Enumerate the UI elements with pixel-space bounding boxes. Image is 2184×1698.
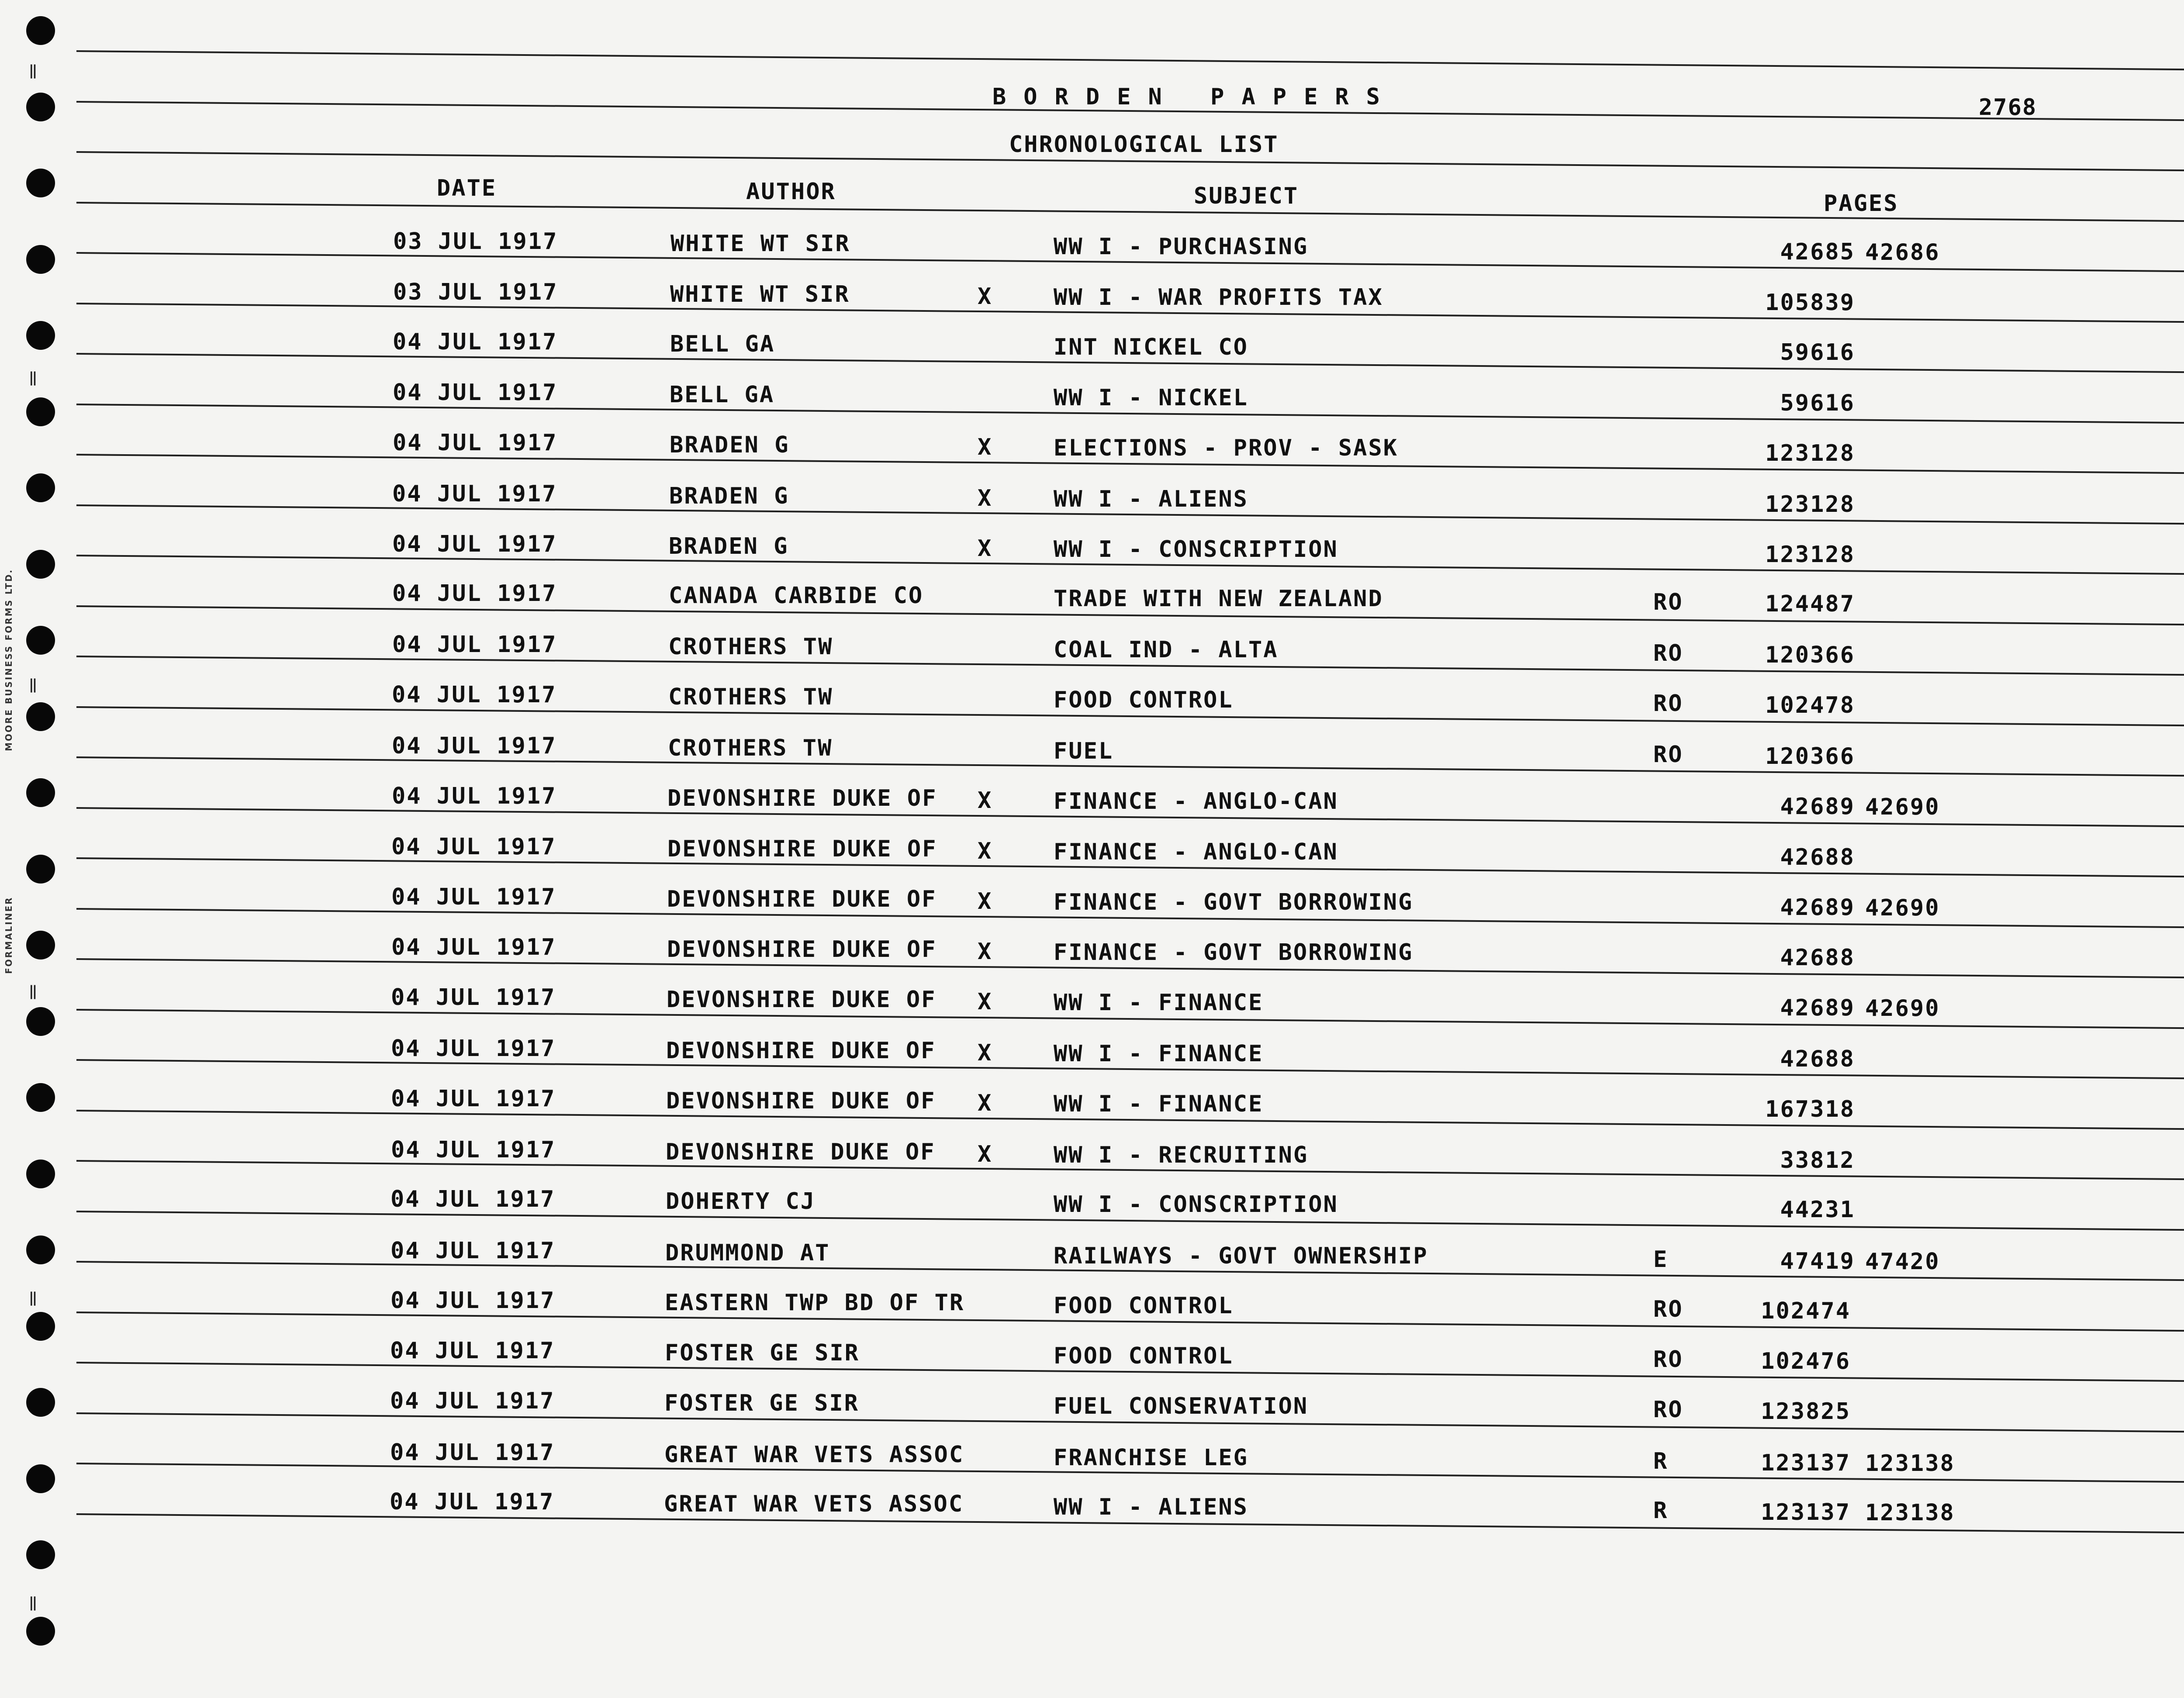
tractor-hole-icon [26, 1617, 55, 1646]
row-page-start: 123825 [1761, 1398, 1851, 1425]
row-page-end: 42690 [1865, 995, 1940, 1022]
row-page-end: 42686 [1865, 239, 1940, 266]
row-page-start: 42688 [1780, 844, 1855, 870]
row-page-start: 120366 [1765, 743, 1855, 770]
row-page-start: 42689 [1780, 794, 1855, 820]
row-subject: FOOD CONTROL [1054, 687, 1234, 713]
row-author: CROTHERS TW [668, 634, 833, 660]
row-x-flag: X [978, 1090, 993, 1116]
tractor-hole-icon [26, 1540, 55, 1569]
tractor-hole-icon [26, 1160, 55, 1188]
perforation-tick-icon: ‖ [29, 1289, 36, 1306]
tractor-hole-icon [26, 169, 55, 197]
row-subject: WW I - FINANCE [1054, 1041, 1264, 1067]
row-x-flag: X [978, 283, 993, 310]
column-header-author: AUTHOR [746, 179, 836, 205]
row-page-start: 47419 [1780, 1248, 1855, 1274]
row-page-start: 124487 [1765, 591, 1855, 617]
row-date: 04 JUL 1917 [391, 934, 556, 960]
row-page-start: 102478 [1765, 692, 1855, 718]
row-subject: WW I - CONSCRIPTION [1054, 1191, 1338, 1218]
row-date: 04 JUL 1917 [391, 1035, 556, 1062]
row-date: 04 JUL 1917 [390, 1186, 556, 1212]
row-subject: RAILWAYS - GOVT OWNERSHIP [1054, 1243, 1428, 1269]
row-date: 04 JUL 1917 [392, 531, 557, 557]
row-code: RO [1653, 742, 1683, 768]
row-code: RO [1653, 1346, 1683, 1373]
row-subject: WW I - WAR PROFITS TAX [1054, 284, 1383, 311]
row-x-flag: X [978, 1040, 993, 1066]
perforation-tick-icon: ‖ [29, 676, 36, 693]
row-page-start: 102476 [1761, 1348, 1851, 1374]
row-code: RO [1653, 690, 1683, 717]
row-page-start: 42689 [1780, 995, 1855, 1021]
row-subject: FINANCE - GOVT BORROWING [1054, 939, 1413, 966]
row-author: DEVONSHIRE DUKE OF [667, 785, 937, 811]
document-subtitle: CHRONOLOGICAL LIST [1009, 131, 1279, 158]
row-date: 04 JUL 1917 [392, 481, 557, 507]
tractor-hole-icon [26, 702, 55, 731]
tractor-hole-icon [26, 1236, 55, 1264]
row-code: RO [1653, 1296, 1683, 1322]
row-author: WHITE WT SIR [670, 231, 850, 257]
row-date: 03 JUL 1917 [393, 228, 558, 255]
row-author: FOSTER GE SIR [665, 1340, 860, 1366]
row-author: DRUMMOND AT [665, 1240, 830, 1266]
row-page-start: 123128 [1765, 491, 1855, 518]
row-page-end: 47420 [1865, 1249, 1940, 1275]
row-x-flag: X [978, 888, 993, 915]
horizontal-rule [76, 756, 2184, 777]
row-page-end: 123138 [1865, 1450, 1955, 1477]
row-author: DEVONSHIRE DUKE OF [666, 1088, 936, 1114]
row-page-start: 167318 [1765, 1096, 1855, 1122]
tractor-hole-icon [26, 931, 55, 959]
row-code: RO [1653, 589, 1683, 615]
tractor-hole-icon [26, 473, 55, 502]
document-title: BORDEN PAPERS [992, 84, 1397, 110]
row-author: BELL GA [670, 382, 775, 408]
row-date: 04 JUL 1917 [393, 329, 558, 355]
margin-vendor-imprint: MOORE BUSINESS FORMS LTD. [3, 568, 14, 751]
row-x-flag: X [978, 838, 993, 864]
perforation-tick-icon: ‖ [29, 983, 36, 999]
row-author: DEVONSHIRE DUKE OF [667, 886, 937, 912]
row-page-end: 42690 [1865, 794, 1940, 820]
page-number: 2768 [1979, 94, 2037, 121]
row-subject: WW I - ALIENS [1054, 1494, 1248, 1520]
row-subject: WW I - NICKEL [1054, 385, 1248, 411]
row-x-flag: X [978, 787, 993, 814]
row-subject: WW I - CONSCRIPTION [1054, 536, 1338, 563]
row-author: GREAT WAR VETS ASSOC [664, 1442, 964, 1468]
row-subject: FINANCE - ANGLO-CAN [1054, 788, 1338, 814]
row-subject: WW I - PURCHASING [1054, 234, 1309, 260]
row-author: BELL GA [670, 331, 775, 357]
row-author: FOSTER GE SIR [664, 1390, 859, 1416]
tractor-hole-icon [26, 1464, 55, 1493]
row-page-start: 123128 [1765, 542, 1855, 568]
row-date: 04 JUL 1917 [390, 1388, 555, 1414]
row-author: CANADA CARBIDE CO [669, 583, 924, 609]
row-page-start: 120366 [1765, 642, 1855, 668]
tractor-hole-icon [26, 626, 55, 655]
row-author: BRADEN G [669, 483, 789, 509]
row-subject: WW I - FINANCE [1054, 1091, 1264, 1117]
row-page-start: 33812 [1780, 1147, 1855, 1173]
row-page-start: 102474 [1761, 1298, 1851, 1324]
row-page-start: 59616 [1780, 339, 1855, 366]
row-code: RO [1653, 640, 1683, 666]
row-code: R [1653, 1448, 1669, 1474]
row-page-start: 105839 [1765, 290, 1855, 316]
row-subject: FINANCE - GOVT BORROWING [1054, 889, 1413, 915]
perforation-tick-icon: ‖ [29, 62, 36, 79]
row-subject: TRADE WITH NEW ZEALAND [1054, 586, 1383, 612]
row-page-start: 123137 [1761, 1450, 1851, 1476]
tractor-hole-icon [26, 245, 55, 274]
row-date: 04 JUL 1917 [393, 380, 558, 406]
row-date: 04 JUL 1917 [392, 733, 557, 759]
column-header-pages: PAGES [1824, 190, 1899, 217]
tractor-hole-icon [26, 1388, 55, 1417]
tractor-hole-icon [26, 16, 55, 45]
column-header-subject: SUBJECT [1194, 183, 1299, 209]
row-author: GREAT WAR VETS ASSOC [664, 1491, 964, 1517]
row-date: 04 JUL 1917 [392, 682, 557, 708]
row-date: 04 JUL 1917 [393, 430, 558, 456]
row-date: 04 JUL 1917 [392, 632, 557, 658]
row-x-flag: X [978, 485, 993, 511]
row-x-flag: X [978, 1141, 993, 1167]
row-date: 04 JUL 1917 [390, 1238, 556, 1264]
row-author: DEVONSHIRE DUKE OF [666, 1038, 936, 1064]
tractor-hole-icon [26, 855, 55, 884]
row-date: 04 JUL 1917 [391, 984, 556, 1011]
row-subject: WW I - FINANCE [1054, 990, 1264, 1016]
row-author: BRADEN G [669, 533, 789, 559]
row-date: 04 JUL 1917 [390, 1489, 555, 1515]
row-page-start: 123137 [1761, 1499, 1851, 1525]
row-author: DEVONSHIRE DUKE OF [667, 936, 937, 963]
row-subject: INT NICKEL CO [1054, 334, 1248, 360]
row-subject: COAL IND - ALTA [1054, 637, 1279, 663]
row-page-start: 42689 [1780, 894, 1855, 921]
tractor-hole-icon [26, 550, 55, 579]
row-page-end: 42690 [1865, 895, 1940, 921]
column-header-date: DATE [437, 175, 497, 201]
row-subject: WW I - RECRUITING [1054, 1142, 1309, 1168]
row-page-start: 59616 [1780, 390, 1855, 416]
row-page-start: 42688 [1780, 945, 1855, 971]
row-subject: FINANCE - ANGLO-CAN [1054, 839, 1338, 865]
row-author: DEVONSHIRE DUKE OF [667, 836, 937, 862]
row-subject: FOOD CONTROL [1054, 1343, 1234, 1369]
row-code: RO [1653, 1397, 1683, 1423]
row-date: 04 JUL 1917 [390, 1287, 556, 1314]
tractor-hole-icon [26, 93, 55, 121]
row-x-flag: X [978, 989, 993, 1015]
row-x-flag: X [978, 434, 993, 460]
row-page-start: 44231 [1780, 1197, 1855, 1223]
row-page-start: 123128 [1765, 440, 1855, 466]
perforation-tick-icon: ‖ [29, 1594, 36, 1611]
tractor-hole-icon [26, 1007, 55, 1036]
row-date: 04 JUL 1917 [390, 1439, 555, 1466]
row-author: WHITE WT SIR [670, 281, 850, 307]
row-page-start: 42688 [1780, 1046, 1855, 1072]
row-date: 04 JUL 1917 [392, 580, 557, 607]
row-page-start: 42685 [1780, 239, 1855, 265]
row-author: EASTERN TWP BD OF TR [665, 1290, 965, 1316]
tractor-hole-icon [26, 778, 55, 807]
row-subject: FUEL CONSERVATION [1054, 1393, 1309, 1419]
horizontal-rule [76, 50, 2184, 71]
row-page-end: 123138 [1865, 1500, 1955, 1526]
row-x-flag: X [978, 535, 993, 562]
row-date: 03 JUL 1917 [393, 279, 558, 305]
perforation-tick-icon: ‖ [29, 369, 36, 386]
row-subject: FOOD CONTROL [1054, 1293, 1234, 1319]
row-date: 04 JUL 1917 [391, 884, 556, 910]
row-author: DEVONSHIRE DUKE OF [666, 1139, 936, 1165]
row-author: CROTHERS TW [668, 735, 833, 761]
row-date: 04 JUL 1917 [391, 1137, 556, 1163]
tractor-hole-icon [26, 321, 55, 350]
margin-product-imprint: FORMALINER [3, 896, 14, 974]
row-subject: FRANCHISE LEG [1054, 1445, 1248, 1471]
row-author: DOHERTY CJ [666, 1188, 816, 1215]
row-author: BRADEN G [670, 432, 790, 458]
row-subject: FUEL [1054, 738, 1114, 764]
row-date: 04 JUL 1917 [392, 783, 557, 809]
row-subject: WW I - ALIENS [1054, 486, 1248, 512]
row-date: 04 JUL 1917 [391, 834, 556, 860]
tractor-hole-icon [26, 1083, 55, 1112]
row-code: E [1653, 1246, 1669, 1273]
tractor-hole-icon [26, 397, 55, 426]
row-date: 04 JUL 1917 [391, 1086, 556, 1112]
tractor-hole-icon [26, 1312, 55, 1341]
row-x-flag: X [978, 939, 993, 965]
row-author: DEVONSHIRE DUKE OF [667, 987, 936, 1013]
row-code: R [1653, 1498, 1669, 1524]
row-subject: ELECTIONS - PROV - SASK [1054, 435, 1399, 461]
row-date: 04 JUL 1917 [390, 1338, 555, 1364]
row-author: CROTHERS TW [668, 684, 833, 710]
